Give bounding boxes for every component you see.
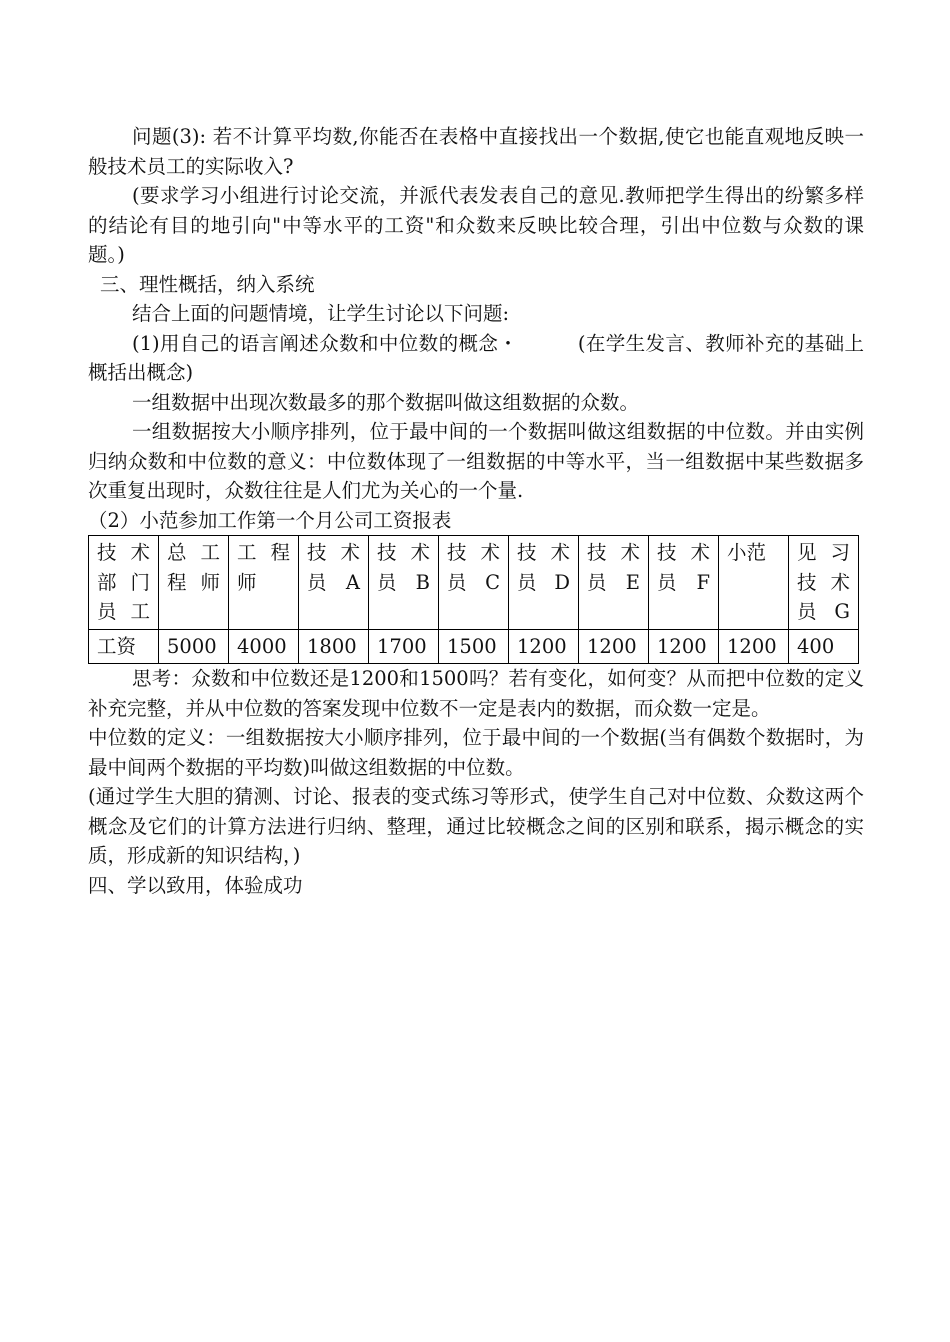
table-cell: 工资 bbox=[89, 629, 159, 664]
table-cell: 见习技术员G bbox=[789, 536, 859, 630]
table-cell: 小范 bbox=[719, 536, 789, 630]
wage-table bbox=[88, 535, 859, 664]
table-cell: 1200 bbox=[579, 629, 649, 664]
table-cell: 1200 bbox=[649, 629, 719, 664]
table-cell: 技术部门员工 bbox=[89, 536, 159, 630]
table-cell: 技术员A bbox=[299, 536, 369, 630]
table-row bbox=[89, 629, 859, 664]
table-cell: 工程师 bbox=[229, 536, 299, 630]
table-cell: 1200 bbox=[719, 629, 789, 664]
table-cell: 总工程师 bbox=[159, 536, 229, 630]
concept-question-paragraph: (1)用自己的语言阐述众数和中位数的概念・ (在学生发言、教师补充的基础上概括出概念) bbox=[88, 331, 864, 384]
table-cell: 1500 bbox=[439, 629, 509, 664]
table-cell: 1200 bbox=[509, 629, 579, 664]
table-cell: 5000 bbox=[159, 629, 229, 664]
question-3-paragraph: 问题(3): 若不计算平均数,你能否在表格中直接找出一个数据,使它也能直观地反映一般技术员工的实际收入? bbox=[88, 125, 864, 178]
think-question-paragraph: 思考：众数和中位数还是1200和1500吗？若有变化，如何变？从而把中位数的定义补充完整，并从中位数的答案发现中位数不一定是表内的数据，而众数一定是。 bbox=[88, 667, 864, 720]
median-full-definition-paragraph: 中位数的定义：一组数据按大小顺序排列，位于最中间的一个数据(当有偶数个数据时，为最中间两个数据的平均数)叫做这组数据的中位数。 bbox=[88, 726, 864, 779]
section-3-heading: 三、理性概括，纳入系统 bbox=[100, 272, 315, 296]
wage-table-caption: （2）小范参加工作第一个月公司工资报表 bbox=[88, 508, 452, 532]
table-cell: 技术员B bbox=[369, 536, 439, 630]
table-cell: 技术员D bbox=[509, 536, 579, 630]
table-cell: 400 bbox=[789, 629, 859, 664]
table-cell: 技术员C bbox=[439, 536, 509, 630]
document-page bbox=[88, 122, 864, 900]
table-cell: 技术员E bbox=[579, 536, 649, 630]
table-header-row bbox=[89, 536, 859, 630]
section-4-heading: 四、学以致用，体验成功 bbox=[88, 873, 303, 897]
discussion-intro-paragraph: 结合上面的问题情境，让学生讨论以下问题: bbox=[132, 302, 510, 325]
discussion-note-paragraph: (要求学习小组进行讨论交流，并派代表发表自己的意见.教师把学生得出的纷繁多样的结论有目的地引向"中等水平的工资"和众数来反映比较合理，引出中位数与众数的课题。) bbox=[88, 184, 864, 266]
table-cell: 4000 bbox=[229, 629, 299, 664]
table-cell: 技术员F bbox=[649, 536, 719, 630]
table-cell: 1700 bbox=[369, 629, 439, 664]
median-definition-paragraph: 一组数据按大小顺序排列，位于最中间的一个数据叫做这组数据的中位数。并由实例归纳众数和中位数的意义：中位数体现了一组数据的中等水平，当一组数据中某些数据多次重复出现时，众数往往是人们尤为关心的一个量. bbox=[88, 420, 864, 502]
summary-note-paragraph: (通过学生大胆的猜测、讨论、报表的变式练习等形式，使学生自己对中位数、众数这两个概念及它们的计算方法进行归纳、整理，通过比较概念之间的区别和联系，揭示概念的实质，形成新的知识结构，) bbox=[88, 785, 864, 867]
table-cell: 1800 bbox=[299, 629, 369, 664]
mode-definition-paragraph: 一组数据中出现次数最多的那个数据叫做这组数据的众数。 bbox=[132, 390, 640, 414]
